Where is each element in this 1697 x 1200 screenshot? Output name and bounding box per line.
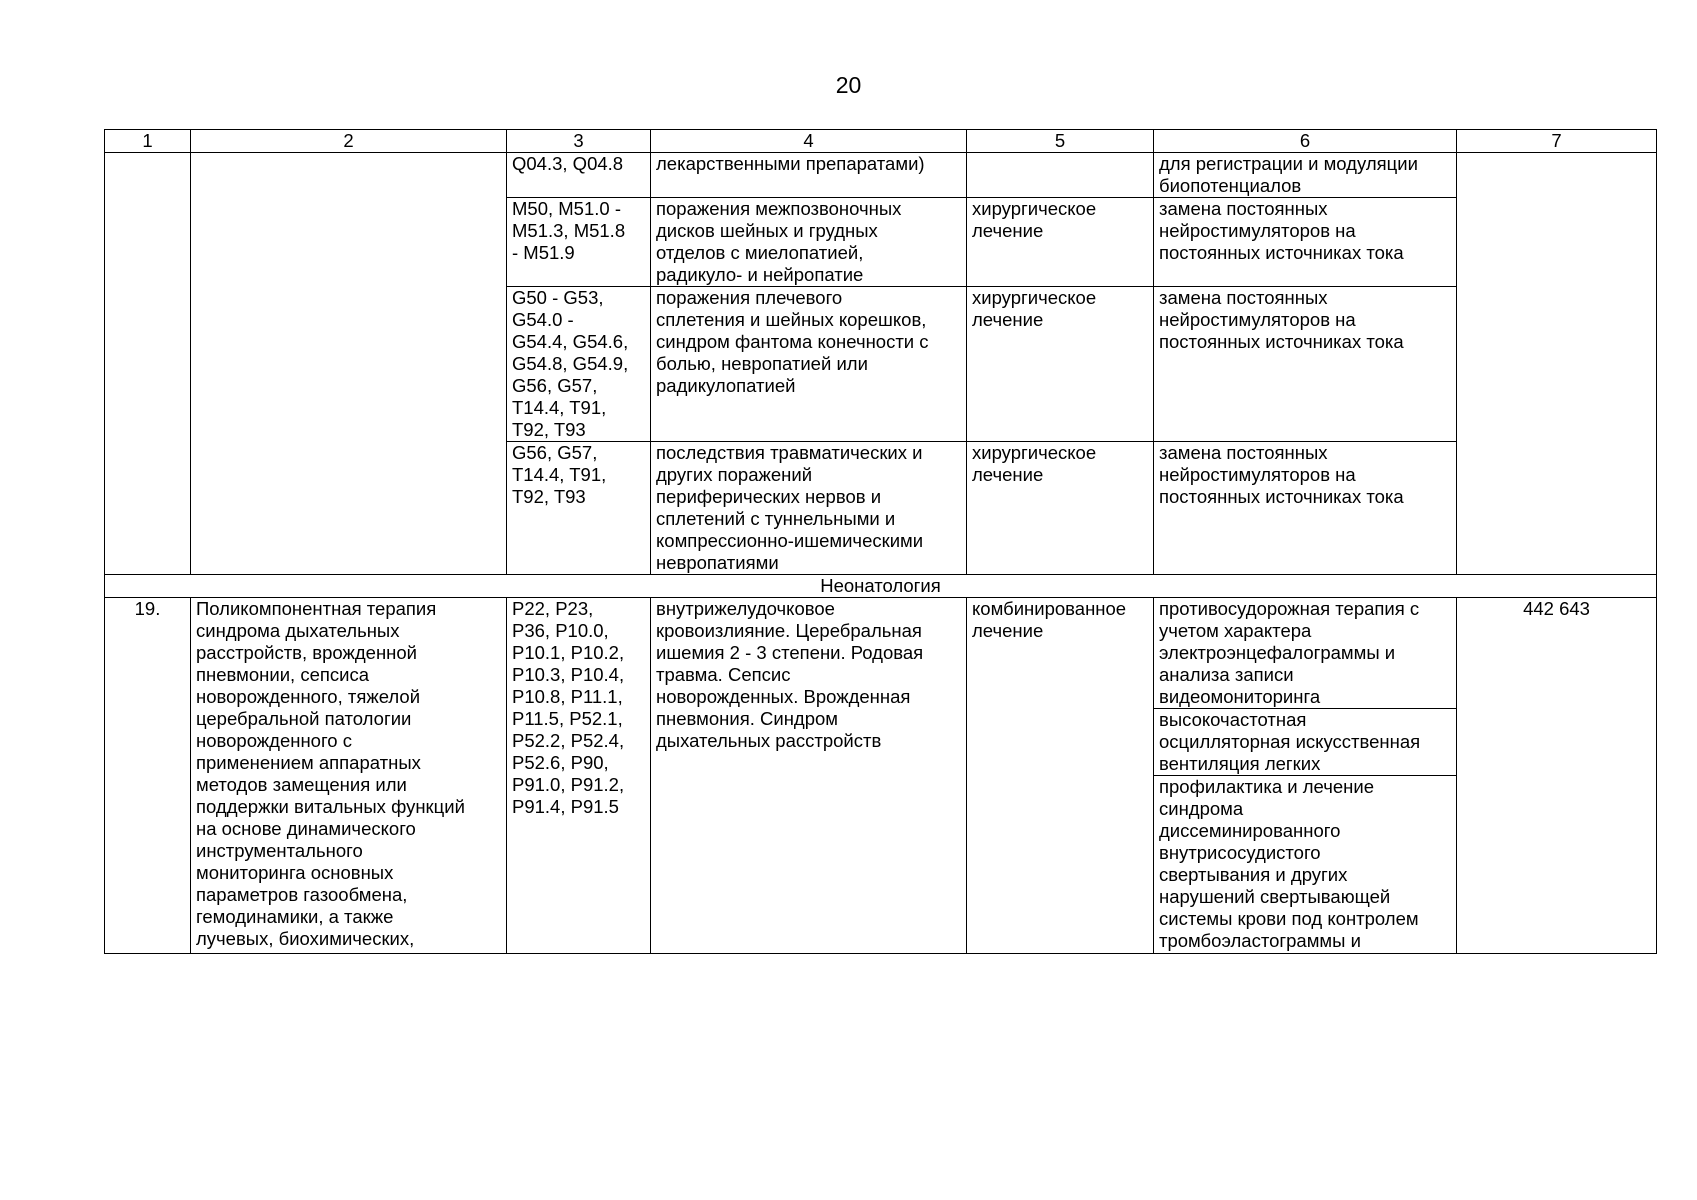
model-cell: внутрижелудочковое кровоизлияние. Церебральная ишемия 2 - 3 степени. Родовая травма. Сепсис новорожденных. Врожденная пневмония. Синдром дыхательных расстройств	[651, 598, 967, 954]
treatment-cell: хирургическое лечение	[967, 287, 1154, 442]
cost-cell	[1457, 153, 1657, 575]
method-cell: замена постоянных нейростимуляторов на постоянных источниках тока	[1154, 442, 1457, 575]
column-header: 1	[105, 130, 191, 153]
column-header: 7	[1457, 130, 1657, 153]
column-header: 5	[967, 130, 1154, 153]
number-cell	[105, 153, 191, 575]
column-header: 4	[651, 130, 967, 153]
method-cell: замена постоянных нейростимуляторов на постоянных источниках тока	[1154, 198, 1457, 287]
column-header: 3	[507, 130, 651, 153]
number-cell: 19.	[105, 598, 191, 954]
codes-cell: G56, G57, T14.4, T91, T92, T93	[507, 442, 651, 575]
model-cell: поражения межпозвоночных дисков шейных и грудных отделов с миелопатией, радикуло- и нейропатие	[651, 198, 967, 287]
name-cell	[191, 153, 507, 575]
codes-cell: G50 - G53, G54.0 - G54.4, G54.6, G54.8, G54.9, G56, G57, T14.4, T91, T92, T93	[507, 287, 651, 442]
treatment-cell: хирургическое лечение	[967, 442, 1154, 575]
name-cell: Поликомпонентная терапия синдрома дыхательных расстройств, врожденной пневмонии, сепсиса новорожденного, тяжелой церебральной патологии новорожденного с применением аппаратных методов замещения или поддержки витальных функций на основе динамического инструментального мониторинга основных параметров газообмена, гемодинамики, а также лучевых, биохимических,	[191, 598, 507, 954]
method-cell: замена постоянных нейростимуляторов на постоянных источниках тока	[1154, 287, 1457, 442]
table-row	[105, 598, 1657, 709]
column-header: 6	[1154, 130, 1457, 153]
treatment-cell: комбинированное лечение	[967, 598, 1154, 954]
section-row	[105, 575, 1657, 598]
method-cell: высокочастотная осцилляторная искусственная вентиляция легких	[1154, 709, 1457, 776]
column-header: 2	[191, 130, 507, 153]
column-number-row	[105, 130, 1657, 153]
method-cell: для регистрации и модуляции биопотенциалов	[1154, 153, 1457, 198]
codes-cell: M50, M51.0 - M51.3, M51.8 - M51.9	[507, 198, 651, 287]
model-cell: последствия травматических и других поражений периферических нервов и сплетений с туннельными и компрессионно-ишемическими невропатиями	[651, 442, 967, 575]
model-cell: поражения плечевого сплетения и шейных корешков, синдром фантома конечности с болью, невропатией или радикулопатией	[651, 287, 967, 442]
cost-cell: 442 643	[1457, 598, 1657, 954]
codes-cell: Q04.3, Q04.8	[507, 153, 651, 198]
section-title: Неонатология	[105, 575, 1657, 598]
treatment-cell: хирургическое лечение	[967, 198, 1154, 287]
codes-cell: P22, P23, P36, P10.0, P10.1, P10.2, P10.3, P10.4, P10.8, P11.1, P11.5, P52.1, P52.2, P52.4, P52.6, P90, P91.0, P91.2, P91.4, P91.5	[507, 598, 651, 954]
services-table	[104, 129, 1657, 954]
model-cell: лекарственными препаратами)	[651, 153, 967, 198]
table-row	[105, 153, 1657, 198]
method-cell: профилактика и лечение синдрома диссеминированного внутрисосудистого свертывания и других нарушений свертывающей системы крови под контролем тромбоэластограммы и	[1154, 776, 1457, 954]
method-cell: противосудорожная терапия с учетом характера электроэнцефалограммы и анализа записи видеомониторинга	[1154, 598, 1457, 709]
page-number: 20	[835, 72, 862, 98]
treatment-cell	[967, 153, 1154, 198]
